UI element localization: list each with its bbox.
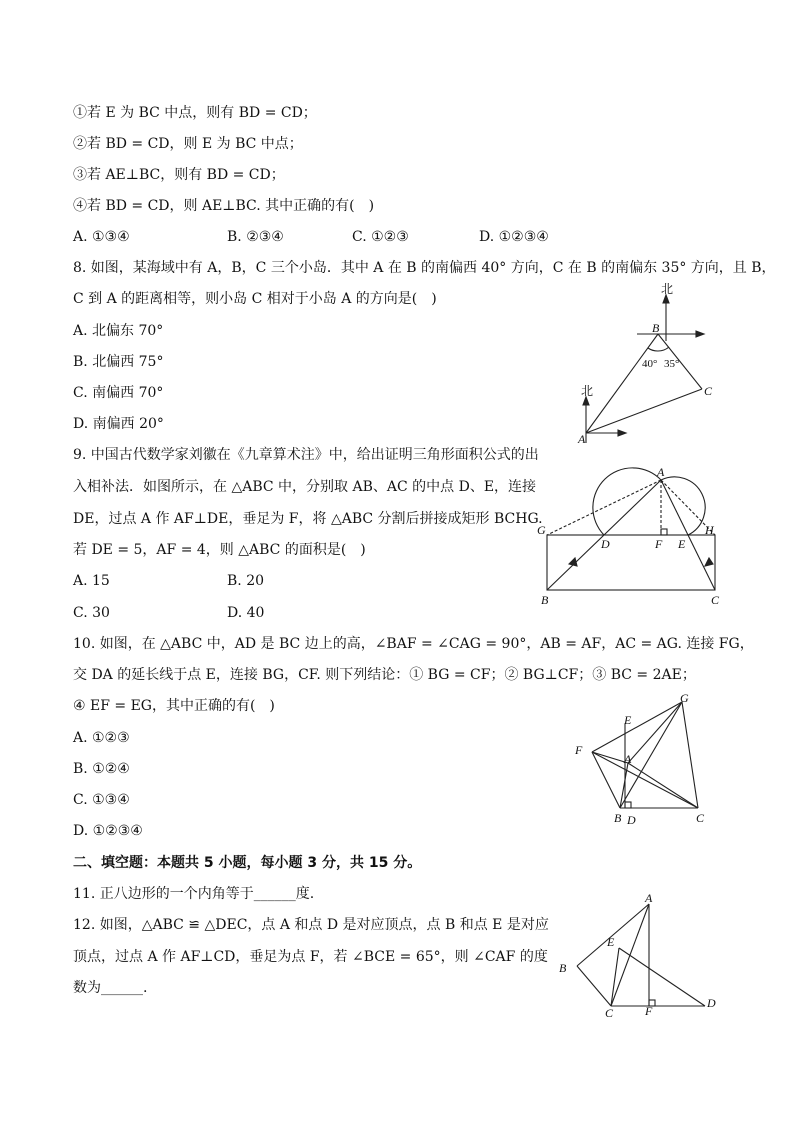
q9-label-b: B — [541, 593, 549, 607]
q9-label-h: H — [705, 523, 714, 537]
q9-option-c: C. 30 — [73, 605, 110, 621]
q8-stem-line-2: C 到 A 的距离相等，则小岛 C 相对于小岛 A 的方向是( ) — [73, 291, 437, 307]
q8-option-a: A. 北偏东 70° — [73, 323, 164, 339]
q12-label-c: C — [605, 1006, 614, 1020]
q9-option-a: A. 15 — [73, 573, 110, 589]
q8-label-c: C — [704, 384, 713, 398]
q9-label-d: D — [601, 537, 610, 551]
q12-figure — [553, 890, 725, 1020]
q12-stem-line-1: 12. 如图，△ABC ≌ △DEC，点 A 和点 D 是对应顶点，点 B 和点 E 是对应 — [73, 917, 549, 933]
q8-label-angle-35: 35° — [664, 358, 680, 370]
q8-label-angle-40: 40° — [642, 358, 658, 370]
q9-label-g: G — [537, 523, 546, 537]
statement-4: ④若 BD = CD，则 AE⊥BC. 其中正确的有( ) — [73, 198, 375, 214]
q10-option-b: B. ①②④ — [73, 761, 130, 777]
q9-stem-line-4: 若 DE = 5，AF = 4，则 △ABC 的面积是( ) — [73, 542, 366, 558]
q10-option-a: A. ①②③ — [73, 730, 130, 746]
q10-label-d: D — [627, 813, 636, 827]
q10-option-d: D. ①②③④ — [73, 823, 143, 839]
q10-figure — [570, 690, 715, 830]
q8-option-c: C. 南偏西 70° — [73, 385, 164, 401]
q9-stem-line-3: DE，过点 A 作 AF⊥DE，垂足为 F，将 △ABC 分割后拼接成矩形 BCHG. — [73, 511, 543, 527]
q8-option-b: B. 北偏西 75° — [73, 354, 164, 370]
statement-1: ①若 E 为 BC 中点，则有 BD = CD； — [73, 105, 317, 121]
q8-label-a: A — [578, 432, 586, 446]
q12-label-a: A — [645, 891, 653, 905]
q7-option-d: D. ①②③④ — [479, 229, 549, 245]
q9-stem-line-1: 9. 中国古代数学家刘徽在《九章算术注》中，给出证明三角形面积公式的出 — [73, 447, 539, 463]
q10-label-g: G — [680, 691, 689, 705]
section-2-heading: 二、填空题：本题共 5 小题，每小题 3 分，共 15 分。 — [73, 855, 422, 871]
q9-label-f: F — [655, 537, 663, 551]
q8-option-d: D. 南偏西 20° — [73, 416, 164, 432]
q12-label-d: D — [707, 996, 716, 1010]
q8-label-north-b: 北 — [661, 282, 674, 296]
q11-stem: 11. 正八边形的一个内角等于______度. — [73, 886, 315, 902]
q10-label-e: E — [624, 713, 632, 727]
q7-option-b: B. ②③④ — [227, 229, 284, 245]
statement-2: ②若 BD = CD，则 E 为 BC 中点； — [73, 136, 303, 152]
q9-label-a: A — [657, 465, 665, 479]
statement-3: ③若 AE⊥BC，则有 BD = CD； — [73, 167, 285, 183]
q10-label-f: F — [575, 743, 583, 757]
q10-label-c: C — [696, 811, 705, 825]
q9-label-e: E — [678, 537, 686, 551]
q12-label-b: B — [559, 961, 567, 975]
q10-label-a: A — [624, 752, 632, 766]
q10-label-b: B — [614, 811, 622, 825]
q9-option-d: D. 40 — [227, 605, 265, 621]
q8-label-north-a: 北 — [581, 384, 594, 398]
q9-stem-line-2: 入相补法．如图所示，在 △ABC 中，分别取 AB、AC 的中点 D、E，连接 — [73, 479, 537, 495]
q10-stem-line-1: 10. 如图，在 △ABC 中，AD 是 BC 边上的高，∠BAF = ∠CAG = 90°，AB = AF，AC = AG. 连接 FG， — [73, 636, 754, 652]
q7-option-c: C. ①②③ — [352, 229, 409, 245]
q9-option-b: B. 20 — [227, 573, 265, 589]
q8-figure — [570, 282, 720, 450]
q12-stem-line-3: 数为______. — [73, 980, 148, 996]
q12-label-f: F — [645, 1004, 653, 1018]
q7-option-a: A. ①③④ — [73, 229, 130, 245]
q10-option-c: C. ①③④ — [73, 792, 130, 808]
q12-label-e: E — [607, 935, 615, 949]
q12-stem-line-2: 顶点，过点 A 作 AF⊥CD，垂足为点 F，若 ∠BCE = 65°，则 ∠CAF 的度 — [73, 949, 548, 965]
q9-figure — [535, 462, 725, 607]
q10-stem-line-3: ④ EF = EG，其中正确的有( ) — [73, 698, 275, 714]
q10-stem-line-2: 交 DA 的延长线于点 E，连接 BG，CF. 则下列结论：① BG = CF；② BG⊥CF；③ BC = 2AE； — [73, 667, 696, 683]
q8-label-b: B — [652, 321, 660, 335]
q9-label-c: C — [711, 593, 720, 607]
q8-stem-line-1: 8. 如图，某海域中有 A，B，C 三个小岛．其中 A 在 B 的南偏西 40° 方向，C 在 B 的南偏东 35° 方向，且 B， — [73, 260, 776, 276]
